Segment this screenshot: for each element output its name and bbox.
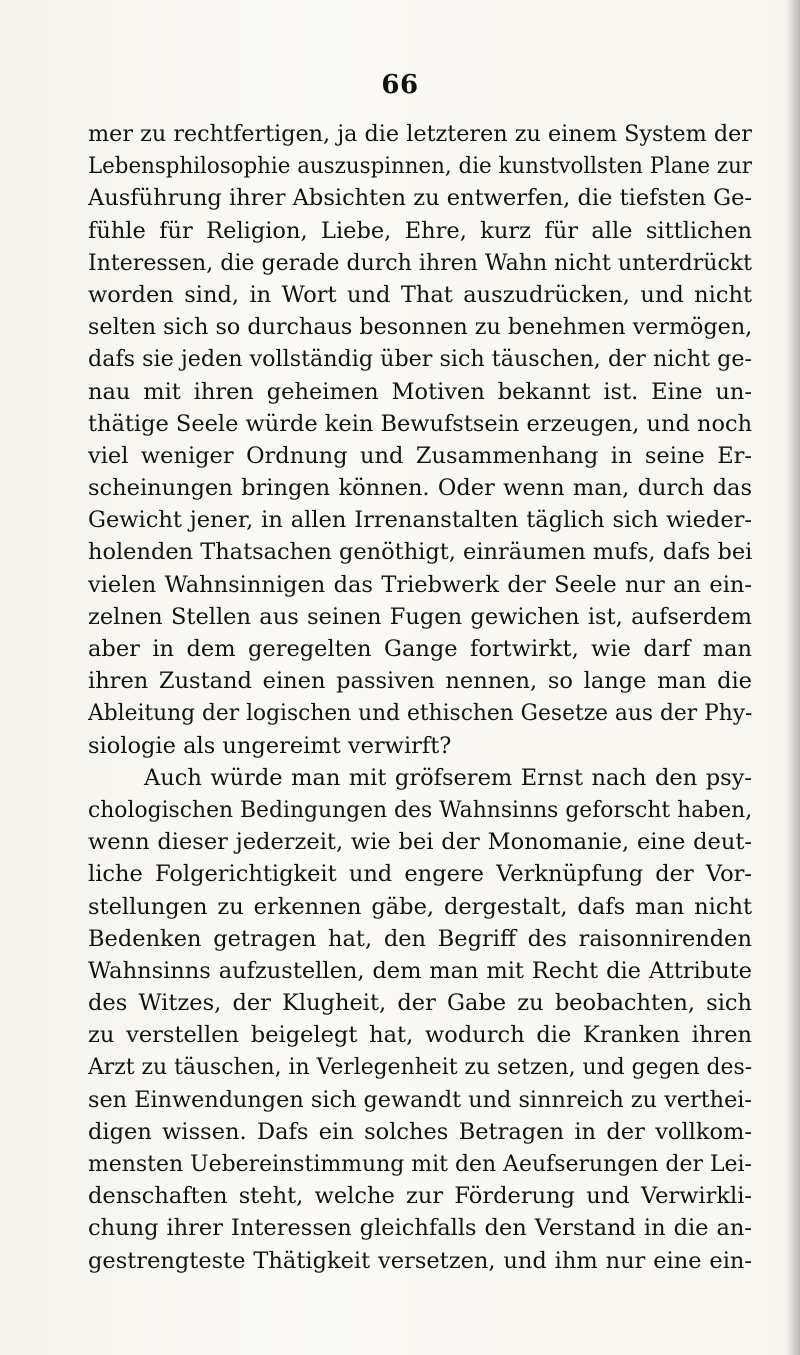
text-line: mer zu rechtfertigen, ja die letzteren zu einem System der [88,121,752,147]
text-line: des Witzes, der Klugheit, der Gabe zu beobachten, sich [88,990,752,1017]
text-line: Interessen, die gerade durch ihren Wahn nicht unterdrückt [88,249,753,276]
text-line: siologie als ungereimt verwirft? [88,732,452,759]
text-line: ihren Zustand einen passiven nennen, so lange man die [88,668,752,695]
text-line: wenn dieser jederzeit, wie bei der Monomanie, eine deut- [88,829,752,856]
text-line: Lebensphilosophie auszuspinnen, die kunstvollsten Plane zur [88,153,753,180]
text-line: zu verstellen beigelegt hat, wodurch die Kranken ihren [88,1022,752,1049]
text-line: fühle für Religion, Liebe, Ehre, kurz für alle sittlichen [88,217,752,244]
text-line: Ableitung der logischen und ethischen Gesetze aus der Phy- [88,700,752,727]
text-line: viel weniger Ordnung und Zusammenhang in seine Er- [88,442,752,469]
text-line: aber in dem geregelten Gange fortwirkt, wie darf man [88,636,752,662]
text-line: zelnen Stellen aus seinen Fugen gewichen ist, aufserdem [88,603,752,630]
text-line: Bedenken getragen hat, den Begriff des raisonnirenden [88,925,752,952]
text-line: gestrengteste Thätigkeit versetzen, und ihm nur eine ein- [88,1247,752,1274]
text-line: Arzt zu täuschen, in Verlegenheit zu setzen, und gegen des- [88,1054,753,1081]
text-line: Wahnsinns aufzustellen, dem man mit Recht die Attribute [88,957,752,984]
text-line: chologischen Bedingungen des Wahnsinns geforscht haben, [88,796,753,823]
text-line: scheinungen bringen können. Oder wenn man, durch das [88,475,752,502]
text-line: Ausführung ihrer Absichten zu entwerfen, die tiefsten Ge- [88,185,752,212]
text-line: holenden Thatsachen genöthigt, einräumen mufs, dafs bei [88,539,753,566]
page-number: 66 [381,70,419,100]
text-line: sen Einwendungen sich gewandt und sinnreich zu verthei- [88,1086,752,1113]
text-line: denschaften steht, welche zur Förderung und Verwirkli- [88,1183,752,1210]
text-line: liche Folgerichtigkeit und engere Verknüpfung der Vor- [88,861,752,888]
text-line: worden sind, in Wort und That auszudrücken, und nicht [88,281,752,308]
body-text [88,118,752,1277]
text-line: chung ihrer Interessen gleichfalls den Verstand in die an- [88,1215,752,1242]
text-line: digen wissen. Dafs ein solches Betragen in der vollkom- [88,1118,752,1145]
text-line: stellungen zu erkennen gäbe, dergestalt, dafs man nicht [88,893,752,920]
text-line: dafs sie jeden vollständig über sich täuschen, der nicht ge- [88,346,752,373]
text-line: vielen Wahnsinnigen das Triebwerk der Seele nur an ein- [88,571,752,598]
text-line: selten sich so durchaus besonnen zu benehmen vermögen, [88,314,753,341]
text-line: Auch würde man mit gröfserem Ernst nach den psy- [144,764,752,791]
text-line: Gewicht jener, in allen Irrenanstalten täglich sich wieder- [88,507,752,534]
text-line: nau mit ihren geheimen Motiven bekannt ist. Eine un- [88,378,752,405]
text-line: mensten Uebereinstimmung mit den Aeufserungen der Lei- [88,1151,752,1177]
text-line: thätige Seele würde kein Bewufstsein erzeugen, und noch [88,410,753,437]
